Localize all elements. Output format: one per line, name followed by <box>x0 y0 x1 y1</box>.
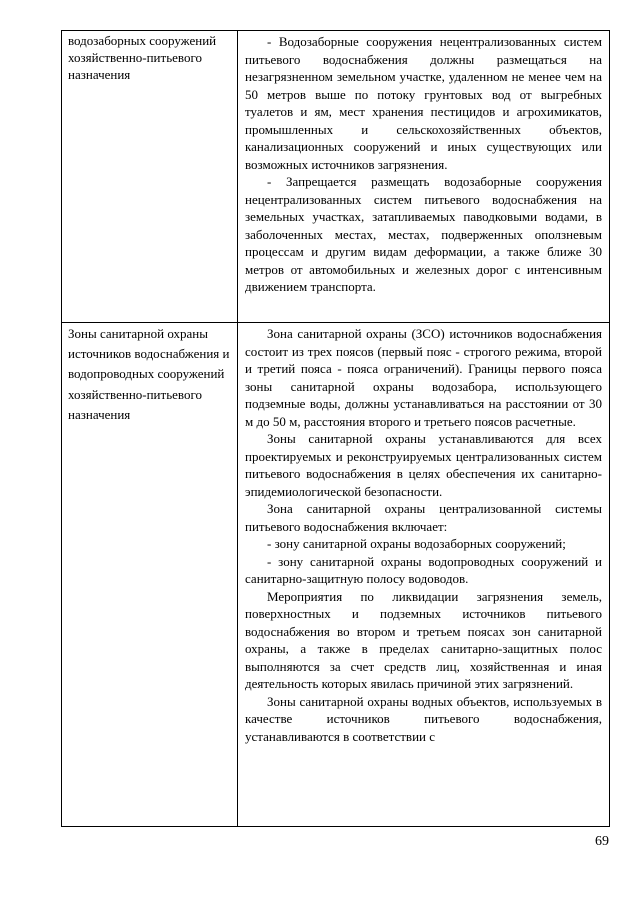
row1-left-cell <box>62 31 238 323</box>
row1-right-cell <box>238 31 610 323</box>
page-number: 69 <box>595 834 609 849</box>
row2-paragraph-3: Зона санитарной охраны централизованной системы питьевого водоснабжения включает: <box>245 501 602 534</box>
row2-paragraph-7: Зоны санитарной охраны водных объектов, используемых в качестве источников питьевого водоснабжения, устанавливаются в соответствии с <box>245 693 602 744</box>
row2-paragraph-1: Зона санитарной охраны (ЗСО) источников водоснабжения состоит из трех поясов (первый пояс - строгого режима, второй и третий пояса - пояса ограничений). Границы первого пояса зоны санитарной охраны водозабора, использующего подземные воды, должны устанавливаться на расстоянии от 30 м до 50 м, расстояния второго и третьего поясов расчетные. <box>245 326 602 429</box>
row1-paragraph-2: - Запрещается размещать водозаборные сооружения нецентрализованных систем питьевого водоснабжения на земельных участках, затапливаемых паводковыми водами, в заболоченных местах, местах, подверженных оползневым процессам и другим видам деформации, а также ближе 30 метров от автомобильных и железных дорог с интенсивным движением транспорта. <box>245 174 602 294</box>
table-row <box>62 31 610 323</box>
row1-right-text <box>238 31 609 296</box>
row1-left-text: водозаборных сооружений хозяйственно-питьевого назначения <box>68 33 217 82</box>
row2-left-cell <box>62 323 238 827</box>
row2-paragraph-5: - зону санитарной охраны водопроводных сооружений и санитарно-защитную полосу водоводов. <box>245 553 602 586</box>
row2-paragraph-2: Зоны санитарной охраны устанавливаются для всех проектируемых и реконструируемых централизованных систем питьевого водоснабжения в целях обеспечения их санитарно-эпидемиологической безопасности. <box>245 431 602 499</box>
row2-paragraph-6: Мероприятия по ликвидации загрязнения земель, поверхностных и подземных источников питьевого водоснабжения во втором и третьем поясах зон санитарной охраны, а также в пределах санитарно-защитных полос выполняются за счет средств лиц, хозяйственная и иная деятельность которых явилась причиной этих загрязнений. <box>245 588 602 691</box>
row2-right-text <box>238 323 609 745</box>
row2-left-text: Зоны санитарной охраны источников водоснабжения и водопроводных сооружений хозяйственно-питьевого назначения <box>68 326 230 422</box>
table-row <box>62 323 610 827</box>
regulation-table <box>61 30 610 827</box>
row2-right-cell <box>238 323 610 827</box>
row1-paragraph-1: - Водозаборные сооружения нецентрализованных систем питьевого водоснабжения должны размещаться на незагрязненном земельном участке, удаленном не менее чем на 50 метров выше по потоку грунтовых вод от выгребных туалетов и ям, мест хранения пестицидов и агрохимикатов, промышленных и сельскохозяйственных объектов, канализационных сооружений и иных существующих или возможных источников загрязнения. <box>245 34 602 172</box>
row2-paragraph-4: - зону санитарной охраны водозаборных сооружений; <box>267 536 566 551</box>
